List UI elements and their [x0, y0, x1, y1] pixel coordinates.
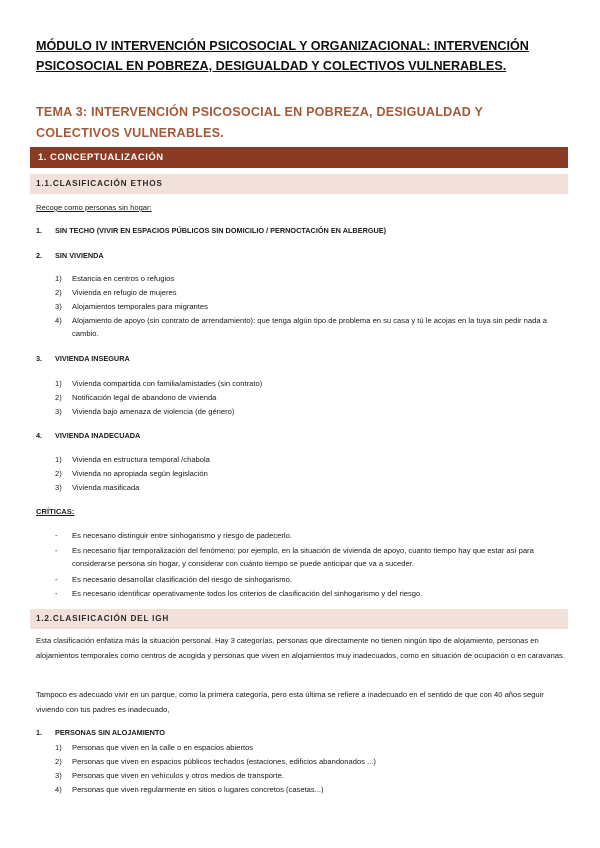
item-text: Alojamiento de apoyo (sin contrato de arrendamiento): que tenga algún tipo de problema en su casa y tú le acojas en la tuya sin pedir nada a cambio.	[72, 316, 547, 338]
bullet: -	[55, 546, 58, 555]
group-number: 4.	[36, 431, 43, 440]
item-text: Vivienda masificada	[72, 483, 140, 492]
item-text: Es necesario identificar operativamente todos los criterios de clasificación del sinhogarismo y del riesgo.	[72, 589, 423, 598]
group-title: VIVIENDA INADECUADA	[55, 431, 141, 440]
item-number: 1)	[55, 455, 62, 464]
item-text: Es necesario desarrollar clasificación del riesgo de sinhogarismo.	[72, 575, 292, 584]
group-number: 1.	[36, 728, 43, 737]
item-text: Notificación legal de abandono de vivienda	[72, 393, 217, 402]
item-number: 2)	[55, 393, 62, 402]
bullet: -	[55, 531, 58, 540]
group-number: 1.	[36, 226, 43, 235]
item-text: Vivienda compartida con familia/amistades (sin contrato)	[72, 379, 263, 388]
module-title: MÓDULO IV INTERVENCIÓN PSICOSOCIAL Y ORGANIZACIONAL: INTERVENCIÓN PSICOSOCIAL EN POBREZA, DESIGUALDAD Y COLECTIVOS VULNERABLES.	[36, 39, 529, 73]
ethos-group	[36, 250, 104, 262]
section-heading-conceptualizacion: 1. CONCEPTUALIZACIÓN	[30, 147, 568, 168]
item-number: 3)	[55, 483, 62, 492]
item-number: 4)	[55, 785, 62, 794]
bullet: -	[55, 575, 58, 584]
igh-paragraph-2: Tampoco es adecuado vivir en un parque, como la primera categoría, pero esta última se refiere a inadecuado en el sentido de que con 40 años seguir viviendo con tus padres es inadecuado,	[36, 690, 544, 714]
group-title: SIN TECHO (VIVIR EN ESPACIOS PÚBLICOS SIN DOMICILIO / PERNOCTACIÓN EN ALBERGUE)	[55, 226, 387, 235]
item-number: 2)	[55, 288, 62, 297]
ethos-group	[36, 225, 386, 237]
item-number: 4)	[55, 316, 62, 325]
item-text: Vivienda bajo amenaza de violencia (de género)	[72, 407, 235, 416]
criticas-label: CRÍTICAS:	[36, 507, 75, 516]
subsection-heading-igh: 1.2.CLASIFICACIÓN DEL IGH	[30, 609, 568, 629]
subsection-heading-ethos: 1.1.CLASIFICACIÓN ETHOS	[30, 174, 568, 194]
item-text: Personas que viven en vehículos y otros medios de transporte.	[72, 771, 284, 780]
item-number: 3)	[55, 407, 62, 416]
ethos-group	[36, 353, 130, 365]
igh-group	[36, 727, 165, 739]
item-number: 3)	[55, 771, 62, 780]
group-number: 2.	[36, 251, 43, 260]
item-text: Personas que viven regularmente en sitios o lugares concretos (casetas...)	[72, 785, 324, 794]
item-number: 2)	[55, 757, 62, 766]
item-text: Vivienda en estructura temporal /chabola	[72, 455, 210, 464]
item-text: Vivienda en refugio de mujeres	[72, 288, 177, 297]
item-text: Personas que viven en la calle o en espacios abiertos	[72, 743, 254, 752]
item-number: 1)	[55, 379, 62, 388]
item-number: 2)	[55, 469, 62, 478]
group-title: SIN VIVIENDA	[55, 251, 104, 260]
item-text: Estancia en centros o refugios	[72, 274, 175, 283]
tema-title: TEMA 3: INTERVENCIÓN PSICOSOCIAL EN POBREZA, DESIGUALDAD Y COLECTIVOS VULNERABLES.	[36, 105, 483, 140]
bullet: -	[55, 589, 58, 598]
item-number: 1)	[55, 274, 62, 283]
item-text: Alojamientos temporales para migrantes	[72, 302, 208, 311]
ethos-intro: Recoge como personas sin hogar:	[36, 203, 152, 212]
item-text: Vivienda no apropiada según legislación	[72, 469, 208, 478]
group-number: 3.	[36, 354, 43, 363]
group-title: VIVIENDA INSEGURA	[55, 354, 130, 363]
group-title: PERSONAS SIN ALOJAMIENTO	[55, 728, 165, 737]
item-number: 1)	[55, 743, 62, 752]
igh-paragraph-1: Esta clasificación enfatiza más la situación personal. Hay 3 categorías, personas que directamente no tienen ningún tipo de alojamiento, personas en alojamientos temporales como centros de acogida y personas que viven en alojamientos muy inadecuados, como en situación de ocupación o en caravanas.	[36, 636, 565, 660]
item-text: Es necesario distinguir entre sinhogarismo y riesgo de padecerlo.	[72, 531, 292, 540]
item-text: Personas que viven en espacios públicos techados (estaciones, edificios abandonados ...)	[72, 757, 376, 766]
item-text: Es necesario fijar temporalización del fenómeno: por ejemplo, en la situación de vivienda de apoyo, cuanto tiempo hay que estar así para considerarse persona sin hogar, y considerar con cuánto tiempo se puede anticipar que va a suceder.	[72, 546, 534, 568]
item-number: 3)	[55, 302, 62, 311]
ethos-group	[36, 430, 140, 442]
